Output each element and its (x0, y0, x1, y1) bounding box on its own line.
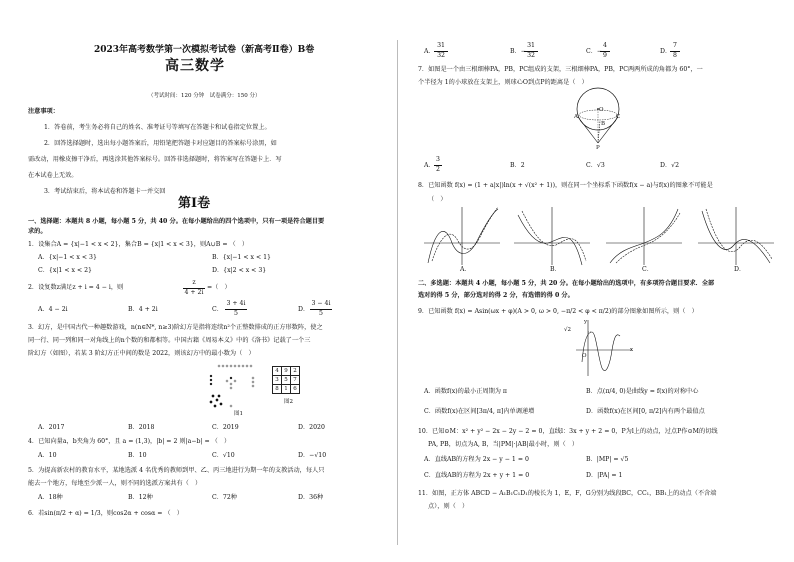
q8-option-c: C． (642, 266, 653, 273)
magic-square-cell: 2 (291, 367, 300, 376)
q2-stem: 2．设复数z满足z + i = 4 − i，则 (28, 284, 124, 291)
q1-stem: 1．设集合A = {x|−1 < x < 2}，集合B = {x|1 < x < 3}，则A∪B = （ ） (28, 241, 249, 248)
q9-x-label: x (630, 347, 634, 353)
magic-square-cell: 6 (291, 385, 300, 394)
q2-d-num: 3 − 4i (311, 300, 331, 307)
q3-option-a: A．2017 (38, 424, 65, 431)
magic-square (272, 366, 300, 394)
figure-1-caption: 图1 (234, 411, 243, 417)
q6-b-den: 32 (527, 52, 535, 59)
magic-square-cell: 3 (273, 376, 282, 385)
q8-graph-c (606, 207, 682, 265)
q7-option-a-label: A． (424, 162, 435, 169)
q8-paren: （ ） (428, 196, 447, 203)
q3-line-3: 阶幻方（如图），若某 3 阶幻方正中间的数是 2022，则该幻方中的最小数为（ ） (28, 350, 255, 357)
q9-amp-label: √2 (564, 327, 572, 333)
exam-info: （考试时间：120 分钟 试卷满分：150 分） (148, 93, 261, 99)
subject-title: 高三数学 (165, 58, 225, 74)
magic-square-row (273, 385, 300, 394)
q3-line-1: 3．幻方，是中国古代一种趣数游戏，n(n∈N*, n≥3)阶幻方是指将连续n²个正整数排成的正方形数阵，使之 (28, 324, 323, 331)
q4-option-a: A．10 (38, 452, 57, 459)
q5-option-b: B．12种 (128, 494, 153, 501)
q4-stem: 4．已知向量a，b夹角为 60°，且 a = (1,3)，|b| = 2 则|a−b| = （ ） (28, 438, 231, 445)
q10-option-a: A．直线AB的方程为 2x − y − 1 = 0 (424, 456, 529, 463)
magic-square-cell: 1 (282, 385, 291, 394)
section1-instr-2: 求的。 (28, 228, 47, 235)
label-a: A (574, 114, 578, 120)
q6-option-d-label: D． (660, 48, 672, 55)
q11-line-1: 11．如图，正方体 ABCD − A₁B₁C₁D₁的棱长为 1，E，F，G分别为线段BC，CC₁，BB₁上的动点（不含端 (418, 490, 717, 497)
notes-heading: 注意事项： (28, 108, 59, 115)
q9-origin-label: O (582, 353, 587, 359)
section2-line-2: 选对的得 5 分，部分选对的得 2 分，有选错的得 0 分。 (418, 292, 574, 299)
q9-stem: 9．已知函数 f(x) = Asin(ωx + φ)(A > 0, ω > 0, −π/2 < φ < π/2)的部分图象如图所示，则（ ） (418, 308, 698, 315)
q7-line-2: 个半径为 1的小球放在支架上，则球心O到点P的距离是（ ） (418, 79, 588, 86)
q6-option-b-label: B．− (510, 48, 526, 55)
q5-line-1: 5．为提高新农村的教育水平，某地选派 4 名优秀的教师到甲、乙、丙三地进行为期一年的支教活动，每人只 (28, 467, 325, 474)
q7-option-b: B．2 (510, 162, 525, 169)
magic-square-row (273, 367, 300, 376)
q7-option-d: D．√2 (660, 162, 680, 169)
label-p: P (596, 145, 600, 151)
q1-option-b: B．{x|−1 < x < 1} (212, 254, 271, 261)
section-heading: 第Ⅰ卷 (178, 196, 211, 211)
q8-graph-options (422, 205, 782, 267)
q6-d-den: 8 (673, 52, 677, 59)
magic-square-cell: 8 (273, 385, 282, 394)
q3-option-c: C．2019 (212, 424, 239, 431)
right-column (398, 0, 794, 562)
q10-option-d: D．|PA| = 1 (586, 472, 623, 479)
q3-option-b: B．2018 (128, 424, 155, 431)
q8-option-d: D． (734, 266, 746, 273)
q6-c-den: 9 (603, 52, 607, 59)
q2-option-c: C． (212, 306, 223, 313)
magic-square-cell: 9 (282, 367, 291, 376)
q6-stem: 6．若sin(π/2 + α) = 1/3，则cos2α + cosα = （ ） (28, 510, 183, 517)
figure-2-caption: 图2 (284, 399, 293, 405)
q1-option-c: C．{x|1 < x < 2} (38, 267, 92, 274)
q9-option-c: C．函数f(x)在区间[3π/4, π]内单调递增 (424, 408, 535, 415)
q6-a-num: 31 (437, 42, 445, 49)
q6-option-c-label: C．− (586, 48, 603, 55)
q7-line-1: 7．如图是一个由三根细棒PA，PB，PC组成的支架，三根细棒PA，PB，PC两两所成的角都为 60°，一 (418, 66, 703, 73)
q6-a-den: 32 (437, 52, 445, 59)
q9-option-b: B．点(π/4, 0)是曲线y = f(x)的对称中心 (586, 388, 699, 395)
note-3: 3．考试结束后，将本试卷和答题卡一并交回 (44, 188, 166, 195)
q2-d-den: 5 (319, 310, 323, 317)
q2-option-b: B．4 + 2i (128, 306, 158, 313)
q6-d-num: 7 (673, 42, 677, 49)
q5-option-d: D．36种 (298, 494, 324, 501)
q3-line-2: 同一行、同一列和同一对角线上的n个数的和都相等。中国古籍《周易本义》中的《洛书》记载了一个三 (28, 337, 311, 344)
q6-c-num: 4 (603, 42, 607, 49)
q2-c-num: 3 + 4i (226, 300, 246, 307)
section2-line-1: 二、多选题：本题共 4 小题，每小题 5 分，共 20 分。在每小题给出的选项中，有多项符合题目要求．全部 (418, 280, 715, 287)
exam-title: 2023年高考数学第一次模拟考试卷（新高考Ⅱ卷）B卷 (94, 45, 315, 55)
q2-tail: =（ ） (207, 284, 231, 291)
q2-frac-num: z (192, 279, 196, 286)
note-2-cont: 需改动，用橡皮擦干净后，再选涂其他答案标号。回答非选择题时，将答案写在答题卡上．写 (28, 156, 282, 163)
q7-a-num: 3 (436, 156, 440, 163)
q8-graph-a (424, 207, 500, 265)
q8-option-a: A． (460, 266, 471, 273)
magic-square-row (273, 376, 300, 385)
note-2: 2．回答选择题时，选出每小题答案后，用铅笔把答题卡对应题目的答案标号涂黑，如 (44, 140, 277, 147)
q9-y-label: y (584, 319, 588, 325)
q2-option-d: D． (298, 306, 310, 313)
q6-option-a-label: A． (424, 48, 435, 55)
q6-b-num: 31 (527, 42, 535, 49)
label-c: C (616, 114, 621, 120)
magic-square-cell: 4 (273, 367, 282, 376)
note-1: 1．答卷前，考生务必将自己的姓名、准考证号等填写在答题卡和试卷指定位置上。 (44, 124, 271, 131)
q1-option-a: A．{x|−1 < x < 3} (38, 254, 97, 261)
q3-option-d: D．2020 (298, 424, 325, 431)
magic-square-cell: 5 (282, 376, 291, 385)
q1-option-d: D．{x|2 < x < 3} (212, 267, 267, 274)
q9-option-d: D．函数f(x)在区间[0, π/2]内有两个最值点 (586, 408, 705, 415)
q11-line-2: 点），则（ ） (428, 503, 469, 510)
q2-option-a: A．4 − 2i (38, 306, 68, 313)
q10-option-b: B．|MP| = √5 (586, 456, 629, 463)
q7-a-den: 2 (436, 166, 440, 173)
q2-frac-den: 4 + 2i (184, 289, 204, 296)
q4-option-c: C．√10 (212, 452, 235, 459)
label-b: B (601, 121, 606, 127)
q8-option-b: B． (550, 266, 561, 273)
q5-option-a: A．18种 (38, 494, 63, 501)
magic-square-cell: 7 (291, 376, 300, 385)
q4-option-b: B．10 (128, 452, 147, 459)
q9-sine-graph (574, 318, 634, 378)
q4-option-d: D．−√10 (298, 452, 327, 459)
q10-option-c: C．直线AB的方程为 2x + y + 1 = 0 (424, 472, 530, 479)
q8-graph-b (514, 207, 590, 265)
note-2-cont2: 在本试卷上无效。 (28, 172, 78, 179)
q5-option-c: C．72种 (212, 494, 237, 501)
q8-stem: 8．已知函数 f(x) = (1 + a|x|)ln(x + √(x² + 1))，则在同一个坐标系下函数f(x − a)与f(x)的图象不可能是 (418, 182, 713, 189)
q9-option-a: A．函数f(x)的最小正周期为 π (424, 388, 507, 395)
q2-c-den: 5 (234, 310, 238, 317)
luoshu-dot-diagram (205, 362, 265, 412)
q5-line-2: 能去一个地方，每地至少派一人，则不同的选派方案共有（ ） (28, 480, 202, 487)
q10-line-2: PA, PB，切点为A, B，当|PM|·|AB|最小时，则（ ） (428, 441, 579, 448)
q7-option-c: C．√3 (586, 162, 605, 169)
section1-instr-1: 一、选择题：本题共 8 小题，每小题 5 分，共 40 分。在每小题给出的四个选项中，只有一项是符合题目要 (28, 218, 325, 225)
q10-line-1: 10．已知⊙M：x² + y² − 2x − 2y − 2 = 0，直线l：3x + y + 2 = 0，P为l上的动点，过点P作⊙M的切线 (418, 428, 718, 435)
label-o: O (599, 107, 604, 113)
q8-graph-d (698, 207, 774, 265)
